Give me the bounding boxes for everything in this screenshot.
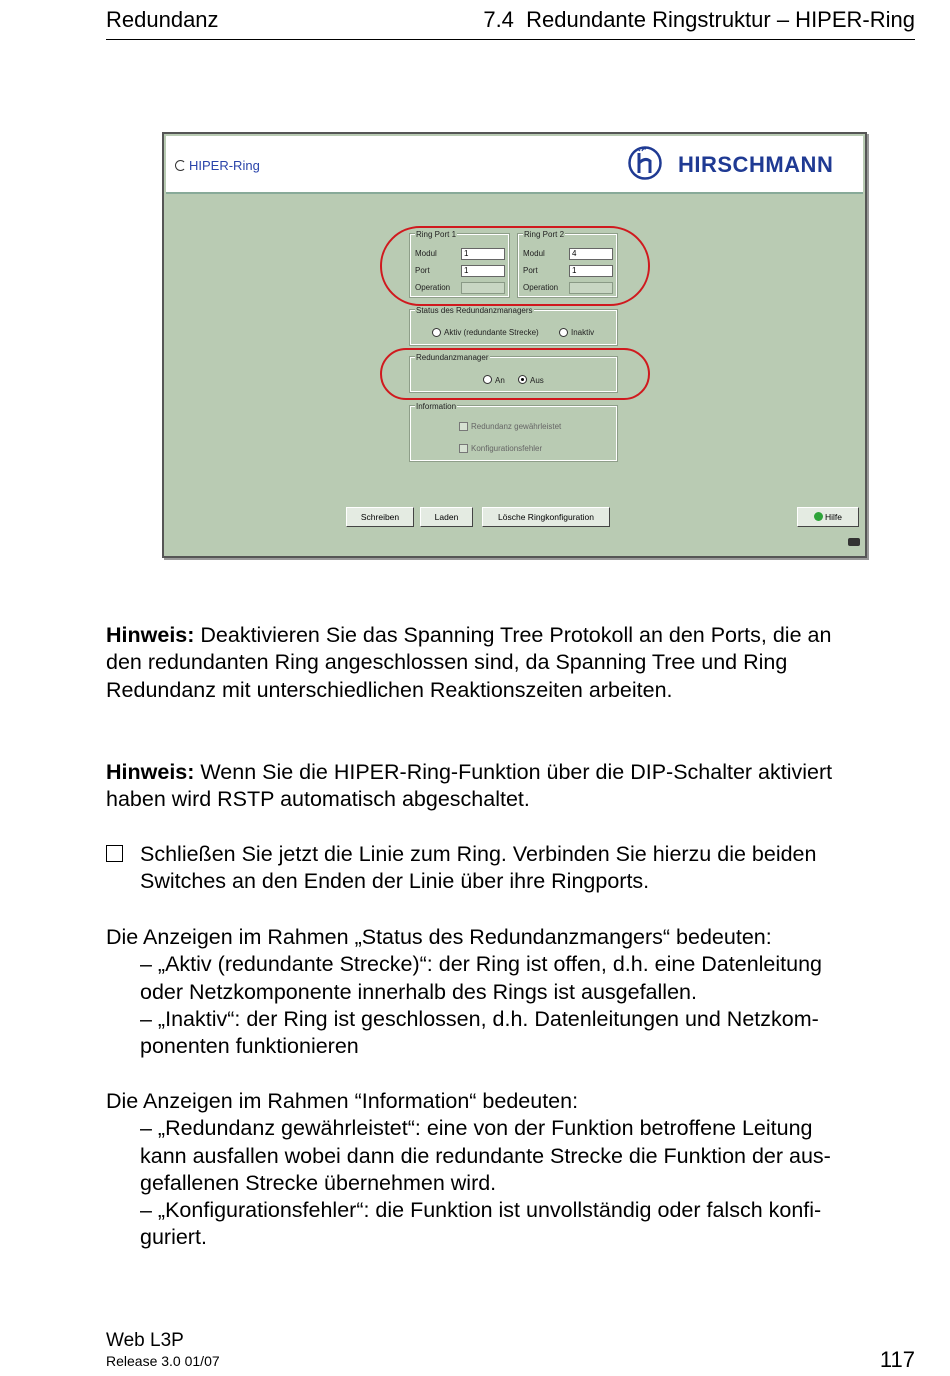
ring-port-2-group: Ring Port 2 Modul 4 Port 1 Operation xyxy=(518,234,617,297)
delete-ring-config-button[interactable]: Lösche Ringkonfiguration xyxy=(482,507,610,527)
footer-release: Release 3.0 01/07 xyxy=(106,1353,220,1369)
write-button[interactable]: Schreiben xyxy=(346,507,414,527)
redundancy-manager-group: Redundanzmanager An Aus xyxy=(410,357,617,392)
hirschmann-logo-icon xyxy=(628,146,662,180)
brand-name: HIRSCHMANN xyxy=(678,152,834,177)
header-chapter: Redundanz xyxy=(106,7,219,32)
footer-product: Web L3P xyxy=(106,1330,184,1351)
page-number: 117 xyxy=(879,1347,915,1372)
note-2: Hinweis: Wenn Sie die HIPER-Ring-Funktion über die DIP-Schalter aktiviert haben wird RSTP automatisch abgeschaltet. xyxy=(106,760,833,812)
information-explanation: Die Anzeigen im Rahmen “Information“ bedeuten: – „Redundanz gewährleistet“: eine von der Funktion betroffene Leitung kann ausfallen wobei dann die redundante Strecke die Funktion der aus- gefallenen Strecke übernehmen wird. – „Konfigurationsfehler“: die Funktion ist unvollständig oder falsch konfi- guriert. xyxy=(106,1089,831,1250)
ring-port-1-port-input[interactable]: 1 xyxy=(461,265,505,277)
help-button[interactable]: Hilfe xyxy=(797,507,859,527)
manager-on-radio[interactable] xyxy=(483,375,492,384)
help-icon xyxy=(814,512,823,521)
status-explanation: Die Anzeigen im Rahmen „Status des Redundanzmangers“ bedeuten: – „Aktiv (redundante Strecke)“: der Ring ist offen, d.h. eine Datenleitung oder Netzkomponente innerhalb des Rings ist ausgefallen. – „Inaktiv“: der Ring ist geschlossen, d.h. Datenleitungen und Netzkom- ponenten funktionieren xyxy=(106,925,823,1059)
ring-port-1-operation-field xyxy=(461,282,505,294)
ring-port-2-port-input[interactable]: 1 xyxy=(569,265,613,277)
ring-port-2-modul-input[interactable]: 4 xyxy=(569,248,613,260)
status-active-radio[interactable] xyxy=(432,328,441,337)
configuration-error-checkbox xyxy=(459,444,468,453)
information-group: Information Redundanz gewährleistet Konfigurationsfehler xyxy=(410,406,617,461)
load-button[interactable]: Laden xyxy=(420,507,473,527)
redundancy-guaranteed-checkbox xyxy=(459,422,468,431)
note-1: Hinweis: Deaktivieren Sie das Spanning Tree Protokoll an den Ports, die an den redundanten Ring angeschlossen sind, da Spanning Tree und Ring Redundanz mit unterschiedlichen Reaktionszeiten arbeiten. xyxy=(106,623,832,702)
ring-port-2-operation-field xyxy=(569,282,613,294)
header-rule xyxy=(106,39,915,40)
app-header xyxy=(166,136,863,194)
status-group: Status des Redundanzmanagers Aktiv (redundante Strecke) Inaktiv xyxy=(410,310,617,345)
status-inactive-radio[interactable] xyxy=(559,328,568,337)
ring-port-1-modul-input[interactable]: 1 xyxy=(461,248,505,260)
manager-off-radio[interactable] xyxy=(518,375,527,384)
step-instruction: Schließen Sie jetzt die Linie zum Ring. Verbinden Sie hierzu die beiden Switches an den Enden der Linie über ihre Ringports. xyxy=(140,842,817,894)
refresh-icon xyxy=(175,160,186,171)
header-section: 7.4 Redundante Ringstruktur – HIPER-Ring xyxy=(483,7,915,32)
hiper-ring-screenshot xyxy=(162,132,867,558)
app-title: HIPER-Ring xyxy=(175,158,260,173)
ring-port-1-group: Ring Port 1 Modul 1 Port 1 Operation xyxy=(410,234,509,297)
status-indicator-icon xyxy=(848,538,860,546)
